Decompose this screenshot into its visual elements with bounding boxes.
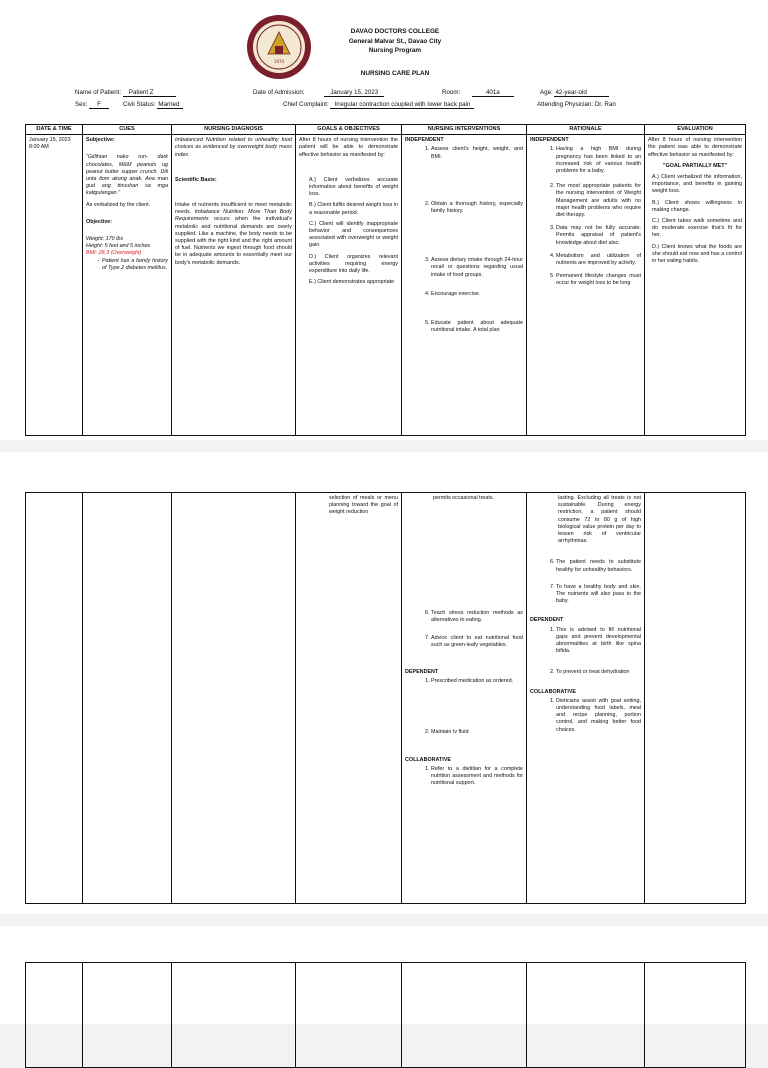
- college-address: General Malvar St., Davao City: [348, 37, 442, 45]
- cues-cell: [83, 493, 172, 904]
- goals-cell: [296, 135, 402, 436]
- scientific-basis-text: [175, 202, 292, 267]
- admission-date-field: [253, 89, 384, 96]
- age-value: 42-year-old: [554, 89, 608, 97]
- care-plan-table-page-1: [25, 124, 746, 436]
- col-rationale: RATIONALE: [527, 125, 645, 135]
- physician-field: [537, 101, 616, 108]
- patient-name-label: Name of Patient:: [75, 89, 122, 96]
- subjective-quote: "Giilihian nako run- dark chocolates, M&M peanuts ug peanut butter supper crunch. Dili unta itom akong anak. Ana man gud ang tinuuhan sa mga katigulangan.": [86, 154, 168, 197]
- admission-date-value: January 15, 2023: [324, 89, 384, 97]
- date-time-cell: [26, 135, 83, 436]
- patient-name-field: [75, 89, 176, 96]
- sex-label: Sex:: [75, 101, 88, 108]
- col-evaluation: EVALUATION: [645, 125, 746, 135]
- rationale-item: 4. Metabolism and utilization of nutrients are improved by activity.: [556, 253, 641, 267]
- room-label: Room:: [442, 89, 461, 96]
- goals-cell: [296, 963, 402, 1068]
- rationale-cell: [527, 135, 645, 436]
- evaluation-cell: [645, 963, 746, 1068]
- goal-status: "GOAL PARTIALLY MET": [662, 162, 728, 169]
- col-cues: CUES: [83, 125, 172, 135]
- table-row: [26, 963, 746, 1068]
- rationale-independent-label: INDEPENDENT: [530, 137, 569, 144]
- col-nursing-diagnosis: NURSING DIAGNOSIS: [172, 125, 296, 135]
- interventions-cell: [402, 963, 527, 1068]
- goal-item: B.) Client fulfils desired weight loss in a reasonable period.: [309, 202, 398, 216]
- civil-status-field: [123, 101, 183, 108]
- basis-intro: Intake of nutrients insufficient to meet metabolic needs.: [175, 202, 292, 216]
- col-goals-objectives: GOALS & OBJECTIVES: [296, 125, 402, 135]
- cues-cell: [83, 135, 172, 436]
- rationale-item: 6. The patient needs to substitute healthy for unhealthy behaviors.: [556, 559, 641, 573]
- collaborative-label: COLLABORATIVE: [405, 756, 452, 763]
- date-time-cell: [26, 493, 83, 904]
- rationale-collaborative-label: COLLABORATIVE: [530, 688, 577, 695]
- evaluation-item: A.) Client verbalized the information, importance, and benefits in gaining weight loss.: [652, 174, 742, 195]
- bmi-value: BMI: 28.3 (Overweight): [86, 250, 142, 257]
- rationale-item: 3. Data may not be fully accurate. Permits appraisal of patient's knowledge about diet also.: [556, 225, 641, 247]
- rationale-item: 1. Having a high BMI during pregnancy has been linked to an increased risk of various health problems for a baby.: [556, 146, 641, 175]
- subjective-label: Subjective:: [86, 137, 115, 144]
- rationale-cell: [527, 963, 645, 1068]
- evaluation-cell: [645, 135, 746, 436]
- intervention-item: 5. Educate patient about adequate nutritional intake. A total plan: [431, 320, 523, 334]
- date-time-cell: [26, 963, 83, 1068]
- svg-text:1974: 1974: [273, 59, 285, 64]
- time-value: 8:00 AM: [29, 144, 49, 151]
- goal-item: A.) Client verbalizes accurate information about benefits of weight loss.: [309, 176, 398, 198]
- height-value: Height: 5 feet and 5 inches: [86, 243, 151, 250]
- dependent-label: DEPENDENT: [405, 669, 439, 676]
- evaluation-item: D.) Client knows what the foods are she should eat now and has a control in her eating habits.: [652, 243, 742, 265]
- dependent-rationale-item: 2. To prevent or treat dehydration: [556, 669, 641, 676]
- evaluation-item: C.) Client takes walk sometime and do moderate exercise that's fit for her.: [652, 218, 742, 239]
- chief-complaint-field: [283, 101, 474, 108]
- independent-label: INDEPENDENT: [405, 137, 444, 144]
- care-plan-table-page-3: [25, 962, 746, 1068]
- col-nursing-interventions: NURSING INTERVENTIONS: [402, 125, 527, 135]
- interventions-cell: [402, 493, 527, 904]
- rationale-continued: lasting. Excluding all treats is not sustainable. During energy restriction, a patient should consume 72 to 80 g of high biological value protein per day to lessen risk of ventricular arrhythmias.: [558, 495, 641, 545]
- basis-italic: Imbalance Nutrition: More Than Body Requirements: [175, 209, 293, 223]
- room-field: [442, 89, 514, 96]
- collaborative-intervention-item: 1. Refer to a dietitian for a complete nutrition assessment and methods for nutritional support.: [431, 766, 523, 788]
- diagnosis-statement: Imbalanced Nutrition related to unhealthy food choices as evidenced by overweight body mass index.: [175, 137, 292, 158]
- goal-item: D.) Client organizes relevant activities requiring energy expenditure into daily life.: [309, 253, 398, 275]
- age-label: Age:: [540, 89, 553, 96]
- civil-status-value: Married: [157, 101, 183, 109]
- evaluation-intro: After 8 hours of nursing intervention the patient was able to demonstrate effective behavior as manifested by:: [648, 137, 742, 158]
- intervention-item: 4. Encourage exercise.: [431, 291, 523, 298]
- goal-intro: After 8 hours of nursing intervention the patient will be able to demonstrate effective behavior as manifested by:: [299, 137, 398, 158]
- rationale-dependent-label: DEPENDENT: [530, 617, 564, 624]
- table-header-row: [26, 125, 746, 135]
- family-history: - Patient has a family history of Type 2 diabetes mellitus.: [102, 258, 168, 272]
- scientific-basis-label: Scientific Basis:: [175, 176, 217, 183]
- civil-status-label: Civil Status:: [123, 101, 156, 108]
- physician-value: Dr. Ran: [594, 101, 616, 108]
- intervention-item: 6. Teach stress reduction methods as alternatives to eating.: [431, 610, 523, 624]
- col-date-time: DATE & TIME: [26, 125, 83, 135]
- room-value: 401a: [472, 89, 514, 97]
- page-separator: [0, 440, 768, 452]
- page-separator: [0, 914, 768, 926]
- date-value: January 15, 2023: [29, 137, 71, 144]
- rationale-item: 7. To have a healthy body and skin. The nutrients will also pass to the baby.: [556, 584, 641, 606]
- intervention-item: 2. Obtain a thorough history, especially family history.: [431, 201, 523, 215]
- sex-value: F: [89, 101, 109, 109]
- plan-title: NURSING CARE PLAN: [360, 70, 430, 77]
- dependent-rationale-item: 1. This is advised to fill nutritional gaps and prevent developmental abnormalities at birth like spina bifida.: [556, 627, 641, 656]
- intervention-item: 3. Assess dietary intake through 24-hour recall or questions regarding usual intake of food groups.: [431, 257, 523, 279]
- goals-cell: [296, 493, 402, 904]
- college-name: DAVAO DOCTORS COLLEGE: [350, 28, 440, 35]
- collaborative-rationale-item: 1. Dieticians assist with goal setting, understanding food labels, meal and recipe planning, portion control, and making better food choices.: [556, 698, 641, 734]
- evaluation-item: B.) Client shows willingness in making change.: [652, 199, 742, 213]
- age-field: [540, 89, 609, 96]
- college-seal-logo: [246, 14, 312, 80]
- physician-label: Attending Physician:: [537, 101, 594, 108]
- verbalized-note: As verbalized by the client.: [86, 201, 151, 208]
- weight-value: Weight: 170 lbs: [86, 236, 124, 243]
- chief-complaint-value: Irregular contraction coupled with lower back pain: [330, 101, 474, 109]
- intervention-item: 1. Assess client's height, weight, and BMI.: [431, 146, 523, 160]
- dependent-intervention-item: 1. Prescribed medication as ordered.: [431, 678, 523, 685]
- page-1: [0, 0, 768, 440]
- rationale-item: 2. The most appropriate patients for the nursing intervention of Weight Management are adults with no major health problems who require diet therapy.: [556, 183, 641, 219]
- intervention-continued: permits occasional treats.: [433, 495, 495, 501]
- evaluation-cell: [645, 493, 746, 904]
- diagnosis-cell: [172, 493, 296, 904]
- goal-item: E.) Client demonstrates appropriate: [309, 279, 395, 286]
- cues-cell: [83, 963, 172, 1068]
- college-header: [325, 27, 465, 56]
- rationale-item: 5. Permanent lifestyle changes must occur for weight loss to be long: [556, 273, 641, 287]
- table-row: [26, 493, 746, 904]
- chief-complaint-label: Chief Complaint:: [283, 101, 329, 108]
- goal-item: C.) Client will identify inappropriate behavior and consequences associated with overweight or weight gain.: [309, 220, 398, 249]
- goal-continued: selection of meals or menu planning toward the goal of weight reduction: [329, 495, 398, 516]
- basis-rest: occurs when the individual's metabolic and nutritional demands are overly supplied. Like a machine, the body needs to be supplied with the right kind and the right amount of fuel. Nutrients we ingest through food should be in adequate amounts to essentially meet our body's metabolic demands.: [175, 216, 293, 266]
- sex-field: [75, 101, 109, 108]
- diagnosis-cell: [172, 135, 296, 436]
- program-name: Nursing Program: [368, 47, 422, 54]
- interventions-cell: [402, 135, 527, 436]
- rationale-cell: [527, 493, 645, 904]
- diagnosis-cell: [172, 963, 296, 1068]
- table-row: [26, 135, 746, 436]
- care-plan-table-page-2: [25, 492, 746, 904]
- intervention-item: 7. Advice client to eat nutritional food such as green-leafy vegetables.: [431, 635, 523, 649]
- objective-label: Objective:: [86, 218, 113, 225]
- admission-date-label: Date of Admission:: [253, 89, 305, 96]
- patient-name-value: Patient Z: [123, 89, 176, 97]
- dependent-intervention-item: 2. Maintain Iv fluid: [431, 729, 523, 736]
